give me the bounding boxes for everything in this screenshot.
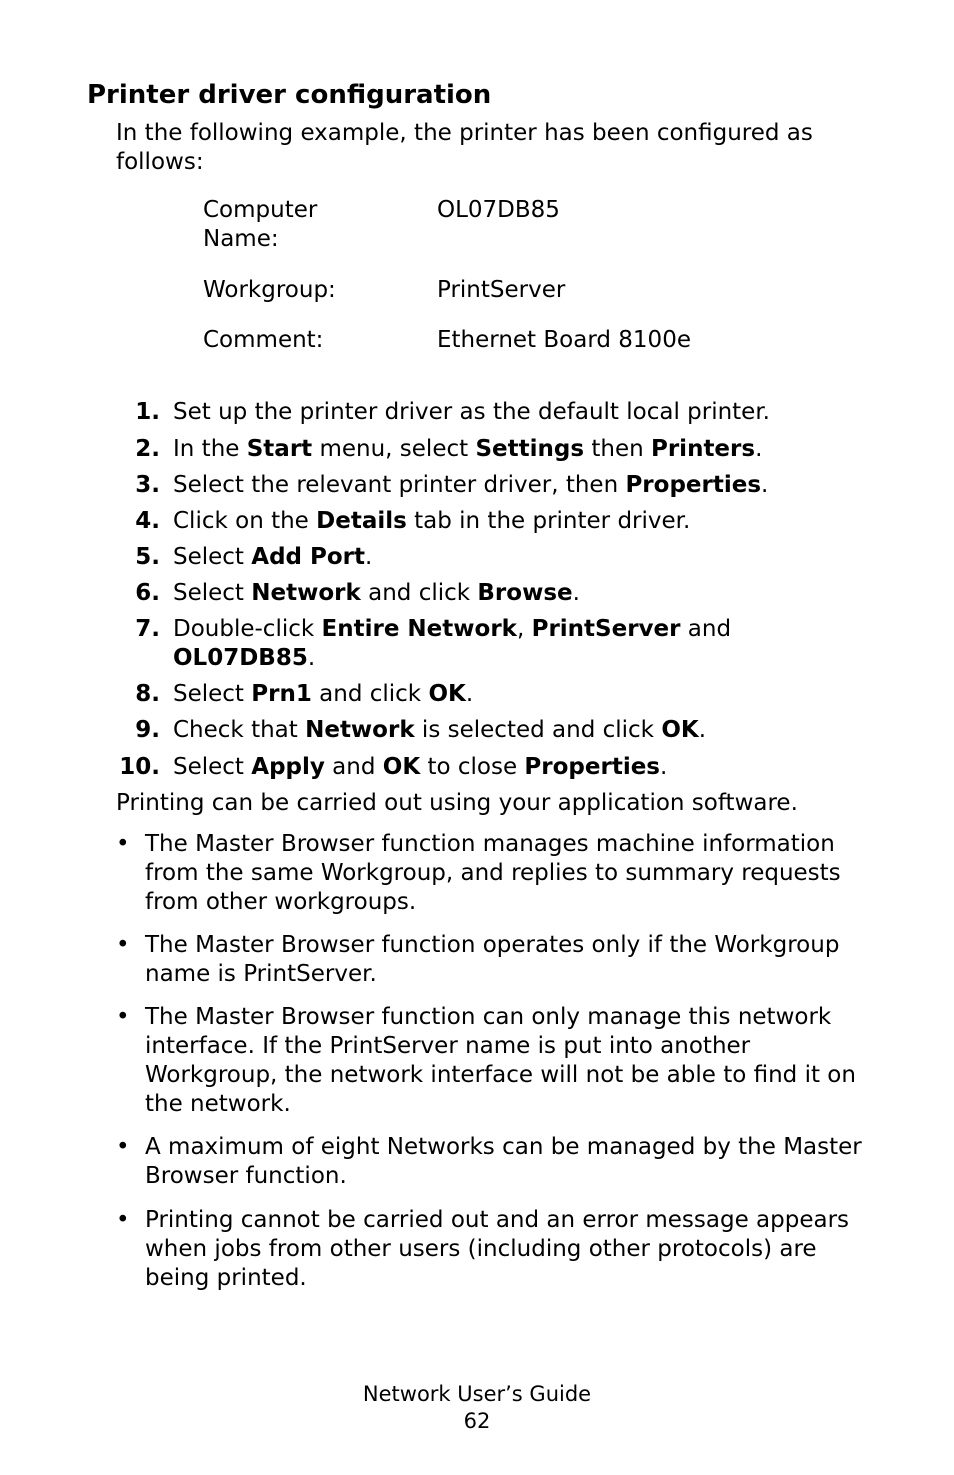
step-number: 4. <box>135 508 160 534</box>
step-number: 5. <box>135 544 160 570</box>
step-text-run: . <box>365 544 373 570</box>
step-text <box>173 398 873 427</box>
step-text-run: and <box>680 616 732 642</box>
step-text-run: Select <box>173 681 252 707</box>
step-text-run: . <box>465 681 474 707</box>
step-text-emphasis: Start <box>246 436 313 462</box>
config-label: Comment: <box>203 327 324 353</box>
step-text-emphasis: Entire Network <box>321 616 517 642</box>
step-text-run: Select <box>173 754 252 780</box>
step-text-emphasis: Settings <box>475 436 585 462</box>
step-text-emphasis: Network <box>251 580 361 606</box>
step-text-emphasis: Browse <box>477 580 573 606</box>
bullet-text: The Master Browser function can only manage this network interface. If the PrintServer name is put into another Workgroup, the network interface will not be able to find it on the network. <box>145 1004 856 1117</box>
step-text-run: , <box>516 616 532 642</box>
step-text-run: . <box>307 645 316 671</box>
step-text-run: Set up the printer driver as the default local printer. <box>173 399 770 425</box>
step-text-run: Select <box>173 580 252 606</box>
config-row-computer-name <box>203 196 803 256</box>
step-text-emphasis: OK <box>382 754 421 780</box>
step-number: 8. <box>135 681 160 707</box>
step-number: 10. <box>119 754 160 780</box>
bullet-dot-icon: • <box>116 932 130 958</box>
step-text-run: Select the relevant printer driver, then <box>173 472 626 498</box>
bullet-text: The Master Browser function operates only if the Workgroup name is PrintServer. <box>145 932 840 987</box>
step-text-run: . <box>755 436 763 462</box>
bullet-dot-icon: • <box>116 1134 130 1160</box>
step-number: 6. <box>135 580 160 606</box>
step-text-emphasis: Network <box>305 717 415 743</box>
step-text-emphasis: OK <box>661 717 699 743</box>
step-text-run: In the <box>173 436 247 462</box>
step-text-run: Double-click <box>173 616 322 642</box>
config-label: Computer Name: <box>203 197 318 252</box>
step-text-run: . <box>761 472 769 498</box>
intro-paragraph: In the following example, the printer has been configured as follows: <box>116 120 813 175</box>
step-text-run: is selected and click <box>414 717 662 743</box>
step-text-emphasis: OL07DB85 <box>173 645 308 671</box>
bullet-text: Printing cannot be carried out and an error message appears when jobs from other users (including other protocols) are being printed. <box>145 1207 850 1291</box>
step-text-emphasis: Apply <box>251 754 325 780</box>
step-text-run: menu, select <box>312 436 476 462</box>
bullet-dot-icon: • <box>116 1207 130 1233</box>
section-title: Printer driver configuration <box>87 80 492 110</box>
step-text-emphasis: OK <box>428 681 466 707</box>
bullet-dot-icon: • <box>116 1004 130 1030</box>
config-value: PrintServer <box>437 277 566 303</box>
config-row-comment <box>203 326 803 386</box>
step-number: 3. <box>135 472 160 498</box>
step-text-run: . <box>572 580 580 606</box>
step-text <box>173 543 873 572</box>
step-text-emphasis: Printers <box>650 436 756 462</box>
step-text-run: Select <box>173 544 252 570</box>
step-text <box>173 507 873 536</box>
step-text-run: and click <box>360 580 478 606</box>
step-number: 7. <box>135 616 160 642</box>
footer-guide-title: Network User’s Guide <box>362 1382 592 1406</box>
step-text-run: and click <box>311 681 429 707</box>
step-text-run: then <box>584 436 651 462</box>
step-text-emphasis: Properties <box>625 472 762 498</box>
step-text <box>173 579 873 608</box>
step-text-run: and <box>324 754 383 780</box>
step-text <box>173 716 873 745</box>
step-text-emphasis: Properties <box>524 754 660 780</box>
step-number: 9. <box>135 717 160 743</box>
step-text-run: Check that <box>173 717 306 743</box>
step-text-run: to close <box>420 754 525 780</box>
step-text <box>173 615 873 673</box>
bullet-text: The Master Browser function manages machine information from the same Workgroup, and replies to summary requests from other workgroups. <box>145 831 841 915</box>
step-text <box>173 753 873 782</box>
bullet-text: A maximum of eight Networks can be managed by the Master Browser function. <box>145 1134 862 1189</box>
after-steps-paragraph: Printing can be carried out using your application software. <box>116 790 798 816</box>
config-value: OL07DB85 <box>437 197 560 223</box>
config-value: Ethernet Board 8100e <box>437 327 691 353</box>
step-text <box>173 680 873 709</box>
step-number: 1. <box>135 399 160 425</box>
step-text <box>173 435 873 464</box>
step-text <box>173 471 873 500</box>
step-text-emphasis: Add Port <box>251 544 365 570</box>
step-number: 2. <box>135 436 160 462</box>
step-text-run: tab in the printer driver. <box>406 508 691 534</box>
step-text-run: Click on the <box>173 508 317 534</box>
step-text-emphasis: Prn1 <box>251 681 312 707</box>
step-text-emphasis: Details <box>316 508 407 534</box>
config-label: Workgroup: <box>203 277 336 303</box>
step-text-run: . <box>660 754 668 780</box>
step-text-emphasis: PrintServer <box>531 616 681 642</box>
bullet-dot-icon: • <box>116 831 130 857</box>
page-footer <box>0 1381 954 1435</box>
step-text-run: . <box>698 717 706 743</box>
footer-page-number: 62 <box>463 1409 491 1433</box>
